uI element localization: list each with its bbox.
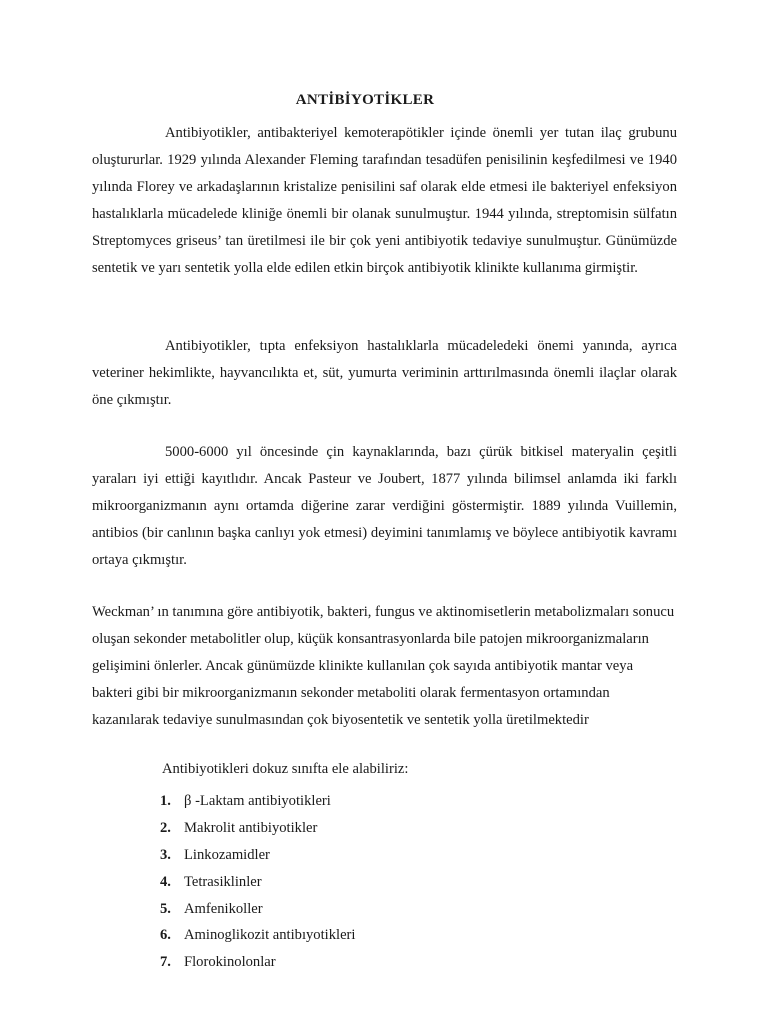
list-item <box>160 922 355 949</box>
list-intro: Antibiyotikleri dokuz sınıfta ele alabiliriz: <box>162 761 409 777</box>
list-item-number: 5. <box>160 900 171 917</box>
antibiotic-class-list <box>160 788 355 976</box>
list-item-text: Florokinolonlar <box>184 954 276 971</box>
list-item-number: 1. <box>160 793 171 809</box>
list-item-text: Aminoglikozit antibıyotikleri <box>184 927 356 944</box>
list-item-text: β -Laktam antibiyotikleri <box>184 793 331 809</box>
list-item-text: Amfenikoller <box>184 900 263 917</box>
list-item <box>160 949 355 976</box>
list-item-number: 4. <box>160 873 171 890</box>
list-item-number: 2. <box>160 819 171 836</box>
list-item-text: Makrolit antibiyotikler <box>184 819 318 836</box>
list-item-number: 3. <box>160 846 171 863</box>
list-item <box>160 788 355 815</box>
paragraph-usage: Antibiyotikler, tıpta enfeksiyon hastalıklarla mücadeledeki önemi yanında, ayrıca veteriner hekimlikte, hayvancılıkta et, süt, yumurta veriminin arttırılmasında önemli ilaçlar olarak öne çıkmıştır. <box>92 338 677 408</box>
paragraph-definition: Weckman’ ın tanımına göre antibiyotik, bakteri, fungus ve aktinomisetlerin metabolizmaları sonucu oluşan sekonder metabolitler olup, küçük konsantrasyonlarda bile patojen mikroorganizmaların gelişimini önlerler. Ancak günümüzde klinikte kullanılan çok sayıda antibiyotik mantar veya bakteri gibi bir mikroorganizmanın sekonder metaboliti olarak fermentasyon ortamından kazanılarak tedaviye sunulmasından çok biyosentetik ve sentetik yolla üretilmektedir <box>92 604 675 728</box>
list-item <box>160 896 355 923</box>
list-item-text: Tetrasiklinler <box>184 873 262 890</box>
list-item-number: 6. <box>160 927 171 944</box>
paragraph-intro: Antibiyotikler, antibakteriyel kemoterapötikler içinde önemli yer tutan ilaç grubunu oluştururlar. 1929 yılında Alexander Fleming tarafından tesadüfen penisilinin keşfedilmesi ve 1940 yılında Florey ve arkadaşlarının kristalize penisilini saf olarak elde etmesi ile bakteriyel enfeksiyon hastalıklarla mücadelede kliniğe önemli bir olanak sunulmuştur. 1944 yılında, streptomisin sülfatın Streptomyces griseus’ tan üretilmesi ile bir çok yeni antibiyotik tedaviye sunulmuştur. Günümüzde sentetik ve yarı sentetik yolla elde edilen etkin birçok antibiyotik klinikte kullanıma girmiştir. <box>92 125 677 276</box>
list-item <box>160 842 355 869</box>
paragraph-history: 5000-6000 yıl öncesinde çin kaynaklarında, bazı çürük bitkisel materyalin çeşitli yaraları iyi ettiği kayıtlıdır. Ancak Pasteur ve Joubert, 1877 yılında bilimsel anlamda iki farklı mikroorganizmanın aynı ortamda diğerine zarar verdiğini göstermiştir. 1889 yılında Vuillemin, antibios (bir canlının başka canlıyı yok etmesi) deyimini tanımlamış ve böylece antibiyotik kavramı ortaya çıkmıştır. <box>92 444 677 568</box>
list-item-text: Linkozamidler <box>184 846 270 863</box>
document-title: ANTİBİYOTİKLER <box>295 92 435 108</box>
list-item-number: 7. <box>160 954 171 971</box>
list-item <box>160 869 355 896</box>
list-item <box>160 815 355 842</box>
